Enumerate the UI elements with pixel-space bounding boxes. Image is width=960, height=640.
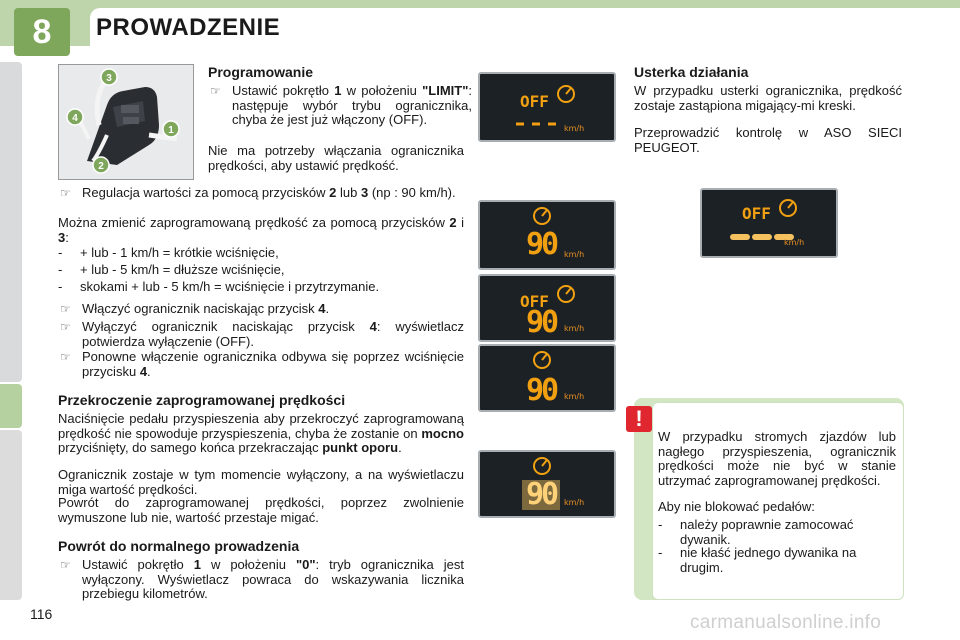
warning-icon: ! [626, 406, 652, 432]
callout-4-label: 4 [72, 113, 78, 124]
page-title: PROWADZENIE [96, 14, 281, 41]
side-tab-active [0, 384, 22, 428]
unit-label: km/h [564, 498, 585, 507]
pointer-icon: ☞ [60, 186, 71, 200]
callout-1-label: 1 [168, 125, 174, 136]
unit-label: km/h [564, 324, 585, 333]
side-tab [0, 62, 22, 382]
watermark: carmanualsonline.info [690, 612, 882, 633]
pointer-icon: ☞ [60, 320, 71, 334]
page-number: 116 [30, 606, 53, 622]
warning-paragraph-2: Aby nie blokować pedałów: [658, 499, 815, 514]
pointer-icon: ☞ [60, 558, 71, 572]
paragraph-exceed-3: Powrót do zaprogramowanej prędkości, poprzez zwolnienie wymuszone lub nie, wartość przestaje migać. [58, 495, 464, 525]
bullet-programming-1: ☞ Ustawić pokrętło 1 w położeniu "LIMIT": następuje wybór trybu ogranicznika, chyba że jest już włączony (OFF). [210, 83, 472, 127]
speedometer-icon [702, 190, 836, 256]
pointer-icon: ☞ [210, 84, 221, 98]
unit-label: km/h [784, 238, 805, 247]
paragraph-change-speed: Można zmienić zaprogramowaną prędkość za pomocą przycisków 2 i 3: [58, 215, 464, 245]
unit-label: km/h [564, 250, 585, 259]
bullet-adjust-value: ☞ Regulacja wartości za pomocą przycisków 2 lub 3 (np : 90 km/h). [60, 185, 456, 200]
bullet-normal-driving: ☞ Ustawić pokrętło 1 w położeniu "0": tryb ogranicznika jest wyłączony. Wyświetlacz powraca do wskazywania licznika przebiegu kilometrów. [60, 557, 464, 601]
warning-dash-1: - należy poprawnie zamocować dywanik. [658, 517, 854, 547]
heading-programming: Programowanie [208, 64, 314, 80]
display-flashing-speed [478, 450, 616, 518]
pointer-icon: ☞ [60, 302, 71, 316]
paragraph-no-activation: Nie ma potrzeby włączania ogranicznika prędkości, aby ustawić prędkość. [208, 143, 464, 173]
dash-item-3: - skokami + lub - 5 km/h = wciśnięcie i przytrzymanie. [58, 279, 380, 294]
unit-label: km/h [564, 392, 585, 401]
speedometer-icon [480, 74, 614, 140]
off-label: OFF [520, 92, 549, 111]
warning-paragraph-1: W przypadku stromych zjazdów lub nagłego przyspieszenia, ogranicznik prędkości może nie być w stanie utrzymać zaprogramowanej prędkości. [658, 429, 896, 488]
heading-fault: Usterka działania [634, 64, 749, 80]
callout-3-label: 3 [106, 73, 112, 84]
bullet-deactivate: ☞ Wyłączyć ogranicznik naciskając przycisk 4: wyświetlacz potwierdza wyłączenie (OFF). [60, 319, 464, 349]
bullet-reactivate: ☞ Ponowne włączenie ogranicznika odbywa się poprzez wciśnięcie przycisku 4. [60, 349, 464, 379]
off-label: OFF [742, 204, 771, 223]
speed-limiter-stalk-illustration [58, 64, 194, 180]
heading-exceed-speed: Przekroczenie zaprogramowanej prędkości [58, 392, 346, 408]
display-fault-dashes [700, 188, 838, 258]
callout-2-label: 2 [98, 161, 104, 172]
off-label: OFF [520, 292, 549, 311]
flashing-speed-value: 90 [526, 477, 557, 512]
speed-value: 90 [526, 373, 557, 408]
warning-dash-2: - nie kłaść jednego dywanika na drugim. [658, 545, 857, 575]
heading-normal-driving: Powrót do normalnego prowadzenia [58, 538, 300, 554]
paragraph-exceed-2: Ogranicznik zostaje w tym momencie wyłączony, a na wyświetlaczu miga wartość prędkości. [58, 467, 464, 497]
display-on-90 [478, 344, 616, 412]
paragraph-fault-2: Przeprowadzić kontrolę w ASO SIECI PEUGEOT. [634, 125, 902, 155]
dash-item-2: - + lub - 5 km/h = dłuższe wciśnięcie, [58, 262, 285, 277]
unit-label: km/h [564, 124, 585, 133]
display-speed-90 [478, 200, 616, 270]
dash-item-1: - + lub - 1 km/h = krótkie wciśnięcie, [58, 245, 279, 260]
pointer-icon: ☞ [60, 350, 71, 364]
chapter-number: 8 [14, 8, 70, 56]
display-off-dashes [478, 72, 616, 142]
display-off-90 [478, 274, 616, 342]
speed-value: 90 [526, 227, 557, 262]
paragraph-exceed-1: Naciśnięcie pedału przyspieszenia aby przekroczyć zaprogramowaną prędkość nie spowoduje przyspieszenia, chyba że zostanie on mocno przyciśnięty, do samego końca przekraczając punkt oporu. [58, 411, 464, 455]
bullet-activate: ☞ Włączyć ogranicznik naciskając przycisk 4. [60, 301, 330, 316]
paragraph-fault-1: W przypadku usterki ogranicznika, prędkość zostaje zastąpiona migający-mi kreski. [634, 83, 902, 113]
speed-value: 90 [526, 305, 557, 340]
side-tab [0, 430, 22, 600]
